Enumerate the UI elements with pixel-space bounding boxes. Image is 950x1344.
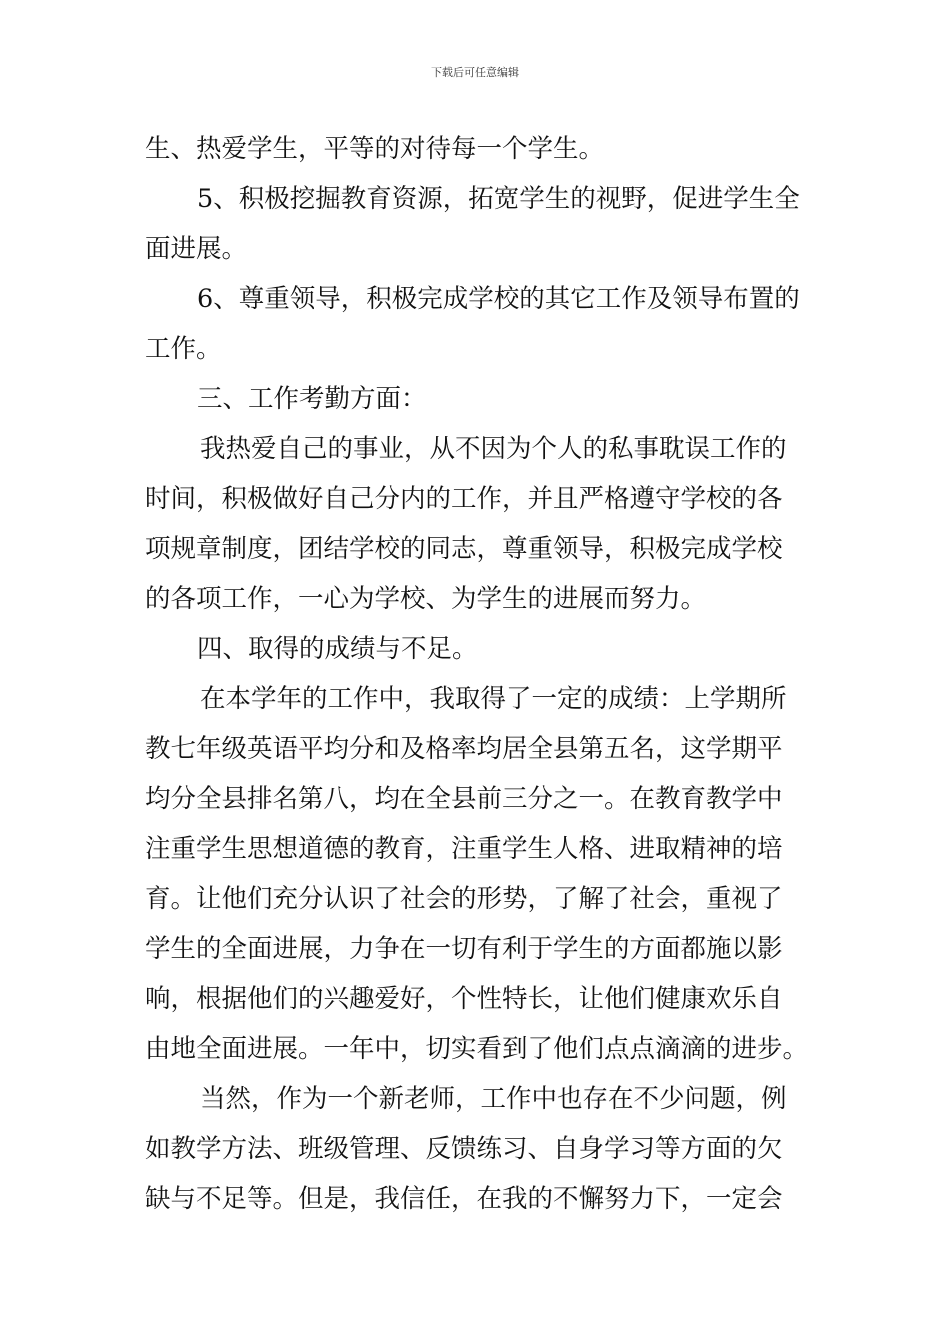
- text-line: 注重学生思想道德的教育，注重学生人格、进取精神的培: [145, 834, 783, 864]
- text-line: 时间，积极做好自己分内的工作，并且严格遵守学校的各: [145, 484, 783, 514]
- text-line: 如教学方法、班级管理、反馈练习、自身学习等方面的欠: [145, 1134, 783, 1164]
- text-line: 由地全面进展。一年中，切实看到了他们点点滴滴的进步。: [145, 1034, 809, 1064]
- text-line: 当然，作为一个新老师，工作中也存在不少问题，例: [200, 1084, 787, 1114]
- text-line: 在本学年的工作中，我取得了一定的成绩：上学期所: [200, 684, 787, 714]
- text-line: 育。让他们充分认识了社会的形势，了解了社会，重视了: [145, 884, 783, 914]
- text-line: 响，根据他们的兴趣爱好，个性特长，让他们健康欢乐自: [145, 984, 783, 1014]
- text-line: 6、尊重领导，积极完成学校的其它工作及领导布置的: [197, 284, 800, 314]
- text-line: 工作。: [145, 334, 222, 364]
- text-line: 生、热爱学生，平等的对待每一个学生。: [145, 134, 605, 164]
- text-line: 教七年级英语平均分和及格率均居全县第五名，这学期平: [145, 734, 783, 764]
- text-line: 学生的全面进展，力争在一切有利于学生的方面都施以影: [145, 934, 783, 964]
- text-line: 缺与不足等。但是，我信任，在我的不懈努力下，一定会: [145, 1184, 783, 1214]
- page-header: 下载后可任意编辑: [431, 66, 519, 79]
- text-line: 均分全县排名第八，均在全县前三分之一。在教育教学中: [145, 784, 783, 814]
- text-line: 面进展。: [145, 234, 248, 264]
- text-line: 5、积极挖掘教育资源，拓宽学生的视野，促进学生全: [197, 184, 800, 214]
- text-line: 项规章制度，团结学校的同志，尊重领导，积极完成学校: [145, 534, 783, 564]
- text-line: 我热爱自己的事业，从不因为个人的私事耽误工作的: [200, 434, 787, 464]
- text-line: 的各项工作，一心为学校、为学生的进展而努力。: [145, 584, 707, 614]
- section-heading: 四、取得的成绩与不足。: [197, 634, 478, 664]
- section-heading: 三、工作考勤方面：: [197, 384, 427, 414]
